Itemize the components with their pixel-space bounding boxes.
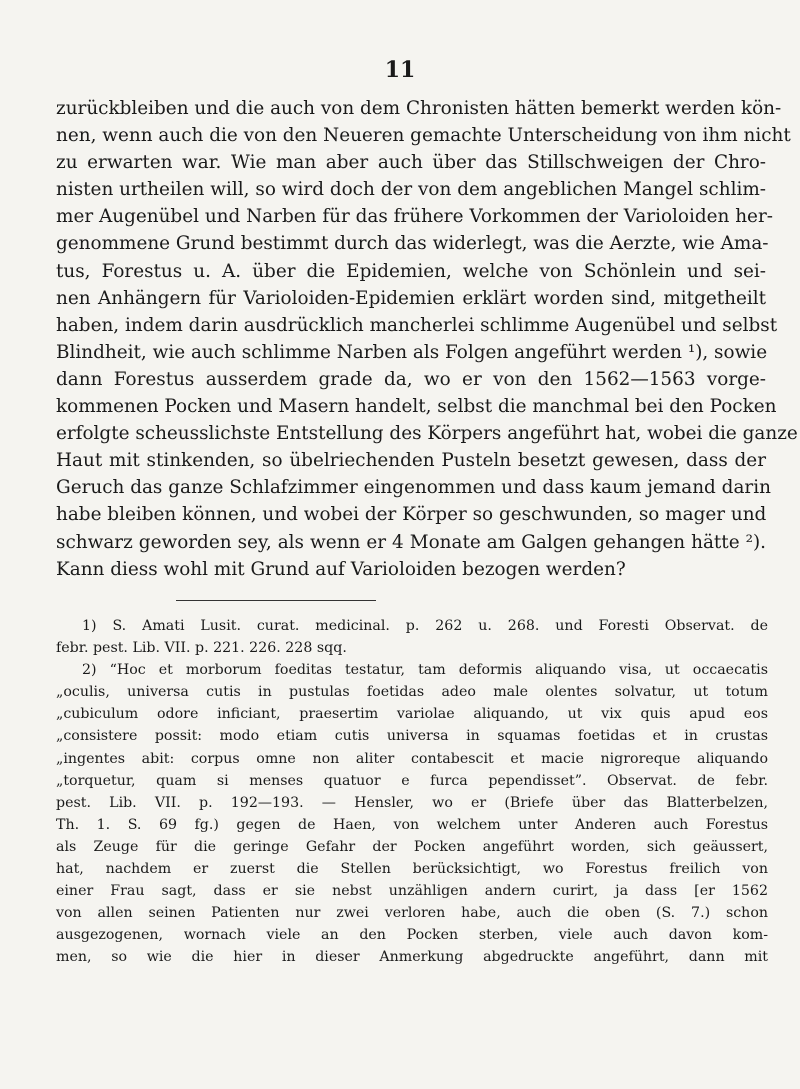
footnote-line: ausgezogenen, wornach viele an den Pocken sterben, viele auch davon kom-: [56, 927, 768, 944]
text-line: Blindheit, wie auch schlimme Narben als Folgen angeführt werden ¹), sowie: [56, 341, 768, 363]
footnote-line: „consistere possit: modo etiam cutis universa in squamas foetidas et in crustas: [56, 728, 768, 745]
text-line: Kann diess wohl mit Grund auf Varioloiden bezogen werden?: [56, 558, 626, 580]
footnote-line: pest. Lib. VII. p. 192—193. — Hensler, wo er (Briefe über das Blatterbelzen,: [56, 794, 768, 811]
footnote-line: „cubiculum odore inficiant, praesertim variolae aliquando, ut vix quis apud eos: [56, 706, 768, 723]
text-line: zu erwarten war. Wie man aber auch über das Stillschweigen der Chro-: [56, 152, 766, 174]
footnote-line: hat, nachdem er zuerst die Stellen berücksichtigt, wo Forestus freilich von: [56, 861, 768, 878]
text-line: nen, wenn auch die von den Neueren gemachte Unterscheidung von ihm nicht: [56, 125, 791, 147]
text-line: genommene Grund bestimmt durch das widerlegt, was die Aerzte, wie Ama-: [56, 233, 769, 255]
page-number: 11: [384, 57, 416, 83]
text-line: nen Anhängern für Varioloiden-Epidemien erklärt worden sind, mitgetheilt: [56, 287, 766, 309]
footnote-line: Th. 1. S. 69 fg.) gegen de Haen, von welchem unter Anderen auch Forestus: [56, 816, 768, 833]
footnote-line: „torquetur, quam si menses quatuor e furca pependisset”. Observat. de febr.: [56, 772, 768, 789]
text-line: habe bleiben können, und wobei der Körper so geschwunden, so mager und: [56, 504, 767, 526]
footnote-line: „ingentes abit: corpus omne non aliter contabescit et macie nigroreque aliquando: [56, 750, 768, 767]
text-line: erfolgte scheusslichste Entstellung des Körpers angeführt hat, wobei die ganze: [56, 423, 798, 445]
footnote-line: als Zeuge für die geringe Gefahr der Pocken angeführt worden, sich geäussert,: [56, 838, 768, 855]
footnote-line: men, so wie die hier in dieser Anmerkung abgedruckte angeführt, dann mit: [56, 949, 768, 966]
footnote-line: 1) S. Amati Lusit. curat. medicinal. p. 262 u. 268. und Foresti Observat. de: [82, 618, 768, 634]
footnote-line: febr. pest. Lib. VII. p. 221. 226. 228 sqq.: [56, 640, 347, 657]
text-line: haben, indem darin ausdrücklich mancherlei schlimme Augenübel und selbst: [56, 314, 778, 336]
footnote-line: einer Frau sagt, dass er sie nebst unzähligen andern curirt, ja dass [er 1562: [56, 883, 768, 900]
footnote-divider: [176, 600, 376, 601]
text-line: schwarz geworden sey, als wenn er 4 Monate am Galgen gehangen hätte ²).: [56, 531, 766, 553]
footnote-line: 2) “Hoc et morborum foeditas testatur, tam deformis aliquando visa, ut occaecatis: [82, 662, 768, 679]
text-line: nisten urtheilen will, so wird doch der von dem angeblichen Mangel schlim-: [56, 179, 766, 201]
footnote-line: von allen seinen Patienten nur zwei verloren habe, auch die oben (S. 7.) schon: [56, 905, 768, 922]
text-line: tus, Forestus u. A. über die Epidemien, welche von Schönlein und sei-: [56, 260, 766, 282]
text-line: dann Forestus ausserdem grade da, wo er von den 1562—1563 vorge-: [56, 368, 766, 390]
text-line: kommenen Pocken und Masern handelt, selbst die manchmal bei den Pocken: [56, 396, 777, 418]
footnotes: [56, 615, 768, 969]
text-line: Geruch das ganze Schlafzimmer eingenommen und dass kaum jemand darin: [56, 477, 771, 499]
text-line: Haut mit stinkenden, so übelriechenden Pusteln besetzt gewesen, dass der: [56, 450, 766, 472]
footnote-line: „oculis, universa cutis in pustulas foetidas adeo male olentes solvatur, ut totum: [56, 684, 768, 701]
text-line: zurückbleiben und die auch von dem Chronisten hätten bemerkt werden kön-: [56, 98, 782, 119]
text-line: mer Augenübel und Narben für das frühere Vorkommen der Varioloiden her-: [56, 206, 773, 228]
main-text: [56, 95, 798, 583]
